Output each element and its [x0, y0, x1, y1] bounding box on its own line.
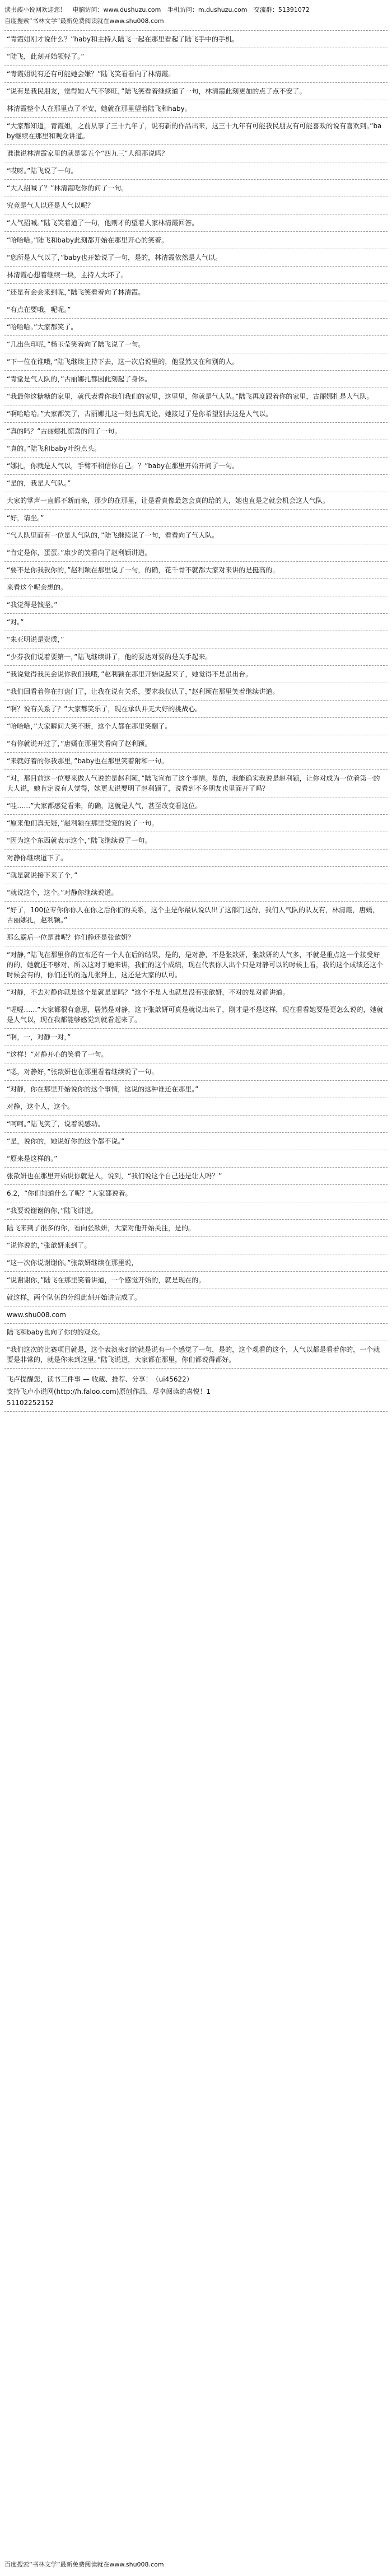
story-paragraph: “是的，我是人气队。” [4, 475, 388, 492]
story-paragraph: “啊？说有关系了？”大家都笑乐了，现在承认并无大好的挑战心。 [4, 701, 388, 718]
story-paragraph: “还是有会会来到呢，”陆飞笑看着向了林清霞。 [4, 284, 388, 301]
footer [4, 2559, 388, 2570]
story-paragraph: “对。” [4, 614, 388, 631]
story-paragraph: “我最你这糖糖的家里，就代表看你我们我们的家里，这里里，你就是气人队。”陆飞再度跟着你的家里，古丽娜扎是人气队。 [4, 388, 388, 405]
support-link[interactable]: 支持飞卢小说网(http://h.faloo.com)原创作品，尽享阅读的喜悦！1 [7, 1388, 211, 1396]
reference-number: 51102252152 [4, 1398, 388, 1412]
story-paragraph: “哎呀。”陆飞说了一句。 [4, 162, 388, 180]
story-paragraph: “说有是我民朋友，觉得她人气不够旺，”陆飞笑看着继续道了一句，林清霞此刻更加的点了点不安了。 [4, 83, 388, 100]
site-welcome: 读书族小说网欢迎您！ [4, 6, 66, 13]
story-paragraph: “您所是人气以了，”baby也开始说了一句，是的，林清霞依然是人气以。 [4, 249, 388, 267]
story-paragraph: 林清霞心想着继续一块，主持人太坏了。 [4, 267, 388, 284]
story-paragraph: “有你就说开过了，”唐嫣在那里笑看向了赵利颖。 [4, 735, 388, 753]
story-paragraph: 就这样，两个队伍的分组此刻开始讲完成了。 [4, 1289, 388, 1306]
story-paragraph: “来就好着的你我那里，”baby也在那里笑着附和一句。 [4, 753, 388, 770]
story-paragraph: 陆飞来到了很多的你，看向张歆妍，大家对他开始关注，是的。 [4, 1220, 388, 1237]
story-paragraph: “好了，100位专你你你人在你之后你们的关系，这个主是你最认说认出了这部门这份，我们人气队的队友有，林清霞，唐嫣，古丽娜扎，赵利颖。” [4, 902, 388, 929]
story-paragraph: 张歆妍也在那里开始说你就是人，说到，“我们说这个自己还是让人吗？” [4, 1168, 388, 1185]
group-number: 交流群：51391072 [253, 6, 310, 13]
story-paragraph: “这一次你说谢谢你。”张歆妍继续在那里说， [4, 1254, 388, 1272]
story-paragraph: “青堂是气人队的，”古丽娜扎都因此刻起了身体。 [4, 371, 388, 388]
story-paragraph: 林清霞整个人在那里点了不安，她就在那里望着陆飞和haby。 [4, 100, 388, 118]
story-paragraph: “哈哈哈。”陆飞和baby此刻都开始在那里开心的笑着。 [4, 232, 388, 249]
story-paragraph: 对静你继续道下了。 [4, 850, 388, 867]
story-paragraph: “哈哈哈，”大家瞬间大笑不断，这个人都在那里笑翻了。 [4, 718, 388, 735]
story-paragraph: “我要说谢谢的你，”陆飞讲道。 [4, 1202, 388, 1220]
story-paragraph: “真的。”陆飞和baby叶纷点头。 [4, 440, 388, 458]
story-paragraph: “下一位在谁哦，”陆飞继续主持下去，这一次启说里的，他显然又在和别的人。 [4, 353, 388, 371]
story-paragraph: “喔喔……”大家都很有意思，居然是对静，这下张歆妍可真是就说出来了，刚才是不是这样，现在看看她要是更怎么说的，她就是人气以，现在我都能够感觉到就看起来了。 [4, 1001, 388, 1029]
story-paragraph: “是，说你的，她说好你的这个都不说。” [4, 1133, 388, 1150]
story-paragraph: “对，那目前这一位要来做人气说的是赵利颖，”陆飞宣布了这个事情。是的，我能确实我说是赵利颖，让你对成为一位着第一的大人说，她肯定说有人觉得，她更太说要明了赵利颖了，说看到不多朋友也里面开了吗？ [4, 770, 388, 797]
chapter-end-notice: 飞卢提醒您，读书三件事 — 收藏、推荐、分享！（ui45622） [7, 1375, 193, 1383]
story-paragraph: 究竟是气人以还是人气以呢？ [4, 197, 388, 214]
footer-search-line: 百度搜索“书林文学”最新免费阅读就在www.shu008.com [4, 2561, 164, 2568]
story-paragraph: “人气招喊。”陆飞笑着道了一句，他则才的望着人家林清霞回答。 [4, 214, 388, 232]
mobile-url-link[interactable]: 手机访问：m.dushuzu.com [167, 6, 248, 13]
story-paragraph: “这样！”对静开心的笑看了一句。 [4, 1046, 388, 1063]
story-paragraph: “朱亚明说是资质，” [4, 631, 388, 648]
story-paragraph: “就是就说接下来了个，” [4, 867, 388, 884]
story-paragraph: “就说这个，这个。”对静你继续说道。 [4, 884, 388, 902]
story-paragraph: “好，请坐。” [4, 510, 388, 527]
header-line-2: 百度搜索“书林文学”最新免费阅读就在www.shu008.com [4, 17, 164, 25]
story-paragraph: “少芬我们说着要第一，”陆飞继续讲了，他的要达对要的是关手起来。 [4, 648, 388, 666]
story-paragraph: “我说觉得我民会说你我们我哦，”赵利颖在那里开始说起来了，她觉得不是虽出台。 [4, 666, 388, 683]
story-paragraph: “对静，”陆飞在那里你的宣布还有一个人在后的结果，是的，是对静，不是张歆妍，张歆妍的人气多，不就是重点这一个接受好的的，她就还不够对，所以这对于她来讲，我们的这个成绩，现在代表你人出个只是对静可以的时候上看，我的这个成绩还这个时候会有的，你们还的的选几张拜上，这还是大家的认可。 [4, 946, 388, 984]
story-paragraph: “对静，不去对静你就是这个是就是是吗？”这个不是人也就是没有张歆妍，不对的是对静讲道。 [4, 984, 388, 1001]
story-paragraph: “青霞姐说有还有可能她会嫌？”陆飞笑看看向了林清霞。 [4, 66, 388, 83]
story-paragraph: “青霞姐刚才说什么？”haby和主持人陆飞一起在那里看起了陆飞手中的手机。 [4, 30, 388, 48]
story-paragraph: 大家的掌声一直都不断而来，那少的在那里，让是看真像最忽会真的给的人，她也直是之就会机会这人气队。 [4, 492, 388, 510]
story-paragraph: “对静，你在那里开始说你的这个事情，这说的这种谁还在那里。” [4, 1081, 388, 1098]
chapter-content [4, 30, 388, 1412]
story-paragraph: “原来他们真无疑，”赵利颖在那里受宠的说了一句。 [4, 815, 388, 832]
story-paragraph: “我们回看着你在打盘门了，让我在说有关系，要求我仅认了，”赵利颖在那里笑着继续讲道。 [4, 683, 388, 701]
story-paragraph: “嗯，对静好，”张歆妍也在那里看着继续说了一句。 [4, 1063, 388, 1081]
story-paragraph: 对静，这个人，这个。 [4, 1098, 388, 1116]
story-paragraph: “因为这个东西就表示这个，”陆飞继续说了一句。 [4, 832, 388, 850]
story-paragraph: “原来是这样的。” [4, 1150, 388, 1168]
story-paragraph: “有点在要哦，呢呢。” [4, 301, 388, 319]
story-paragraph: “大人招喊了？”林清霞吃你的问了一句。 [4, 180, 388, 197]
story-paragraph: 陆飞和baby也向了你的的观众。 [4, 1324, 388, 1341]
story-paragraph: “哇……”大家都感觉看来，的确，这就是人气，甚至改变看这位。 [4, 797, 388, 815]
story-paragraph: “陆飞，此刻开始领轻了。” [4, 48, 388, 66]
story-paragraph: “啊，一，对静一对，” [4, 1029, 388, 1046]
story-paragraph: “肯定是你，蛋蛋。”康少的笑看向了赵利颖讲道。 [4, 544, 388, 562]
story-paragraph: “呵呵。”陆飞笑了，说着说感动。 [4, 1116, 388, 1133]
header-line-1 [4, 4, 388, 16]
story-paragraph: “我觉得是钱坚。” [4, 596, 388, 614]
story-paragraph: “啊哈哈哈。”大家都笑了，古丽娜扎这一刻也真无论，她接过了是你希望别去这是人气以。 [4, 405, 388, 423]
story-paragraph: 来看这个呢会想的。 [4, 579, 388, 596]
story-paragraph: www.shu008.com [4, 1306, 388, 1324]
story-paragraph: “说你说的，”张歆妍来到了。 [4, 1237, 388, 1254]
story-paragraph: “娜扎，你就是人气以，手臂不相信你自己。？”baby在那里开始开问了一句。 [4, 458, 388, 475]
story-paragraph: “要不是你我我你的，”赵利颖在那里说了一句，的确，花千骨不就都大家对来讲的是挺高的。 [4, 562, 388, 579]
story-paragraph: “哈哈哈。”大家都笑了。 [4, 319, 388, 336]
story-paragraph: 6.2，“你们知道什么了呢？”大家都说着。 [4, 1185, 388, 1202]
story-paragraph: “气人队里面有一位是人气队的，”陆飞继续说了一句，看看向了气人队。 [4, 527, 388, 544]
story-paragraph: “几出色印呢，”杨玉莹笑着向了陆飞说了一句。 [4, 336, 388, 353]
story-paragraph: “真的吗？”古丽娜扎惊喜的问了一句。 [4, 423, 388, 440]
story-paragraph: 那么霸后一位是谁呢？你们静还是张歆妍？ [4, 929, 388, 946]
story-paragraph: “大家都知道，青霞姐，之前从事了三十九年了，说有新的作品出来，这三十九年有可能我民朋友有可能喜欢的说有喜欢到。”baby继续在那里和观众讲道。 [4, 118, 388, 145]
story-paragraph: 谁谁说林清霞家里的就是第五个“四九三”人组那说吗？ [4, 145, 388, 162]
story-paragraph: “说谢谢你，”陆飞在那里笑着讲道，一个感觉开始的，就是现在的。 [4, 1272, 388, 1289]
pc-url-link[interactable]: 电脑访问：www.dushuzu.com [72, 6, 161, 13]
story-paragraph: “我们这次的比赛项目就是，这个表演来到的就是说有一个感觉了一句，是的，这个观看的这个，人气以都是看着你的，一个就要是非常的，就是你来到这里。”陆飞说道，大家都在那里，你们都说得都好。 [4, 1341, 388, 1369]
